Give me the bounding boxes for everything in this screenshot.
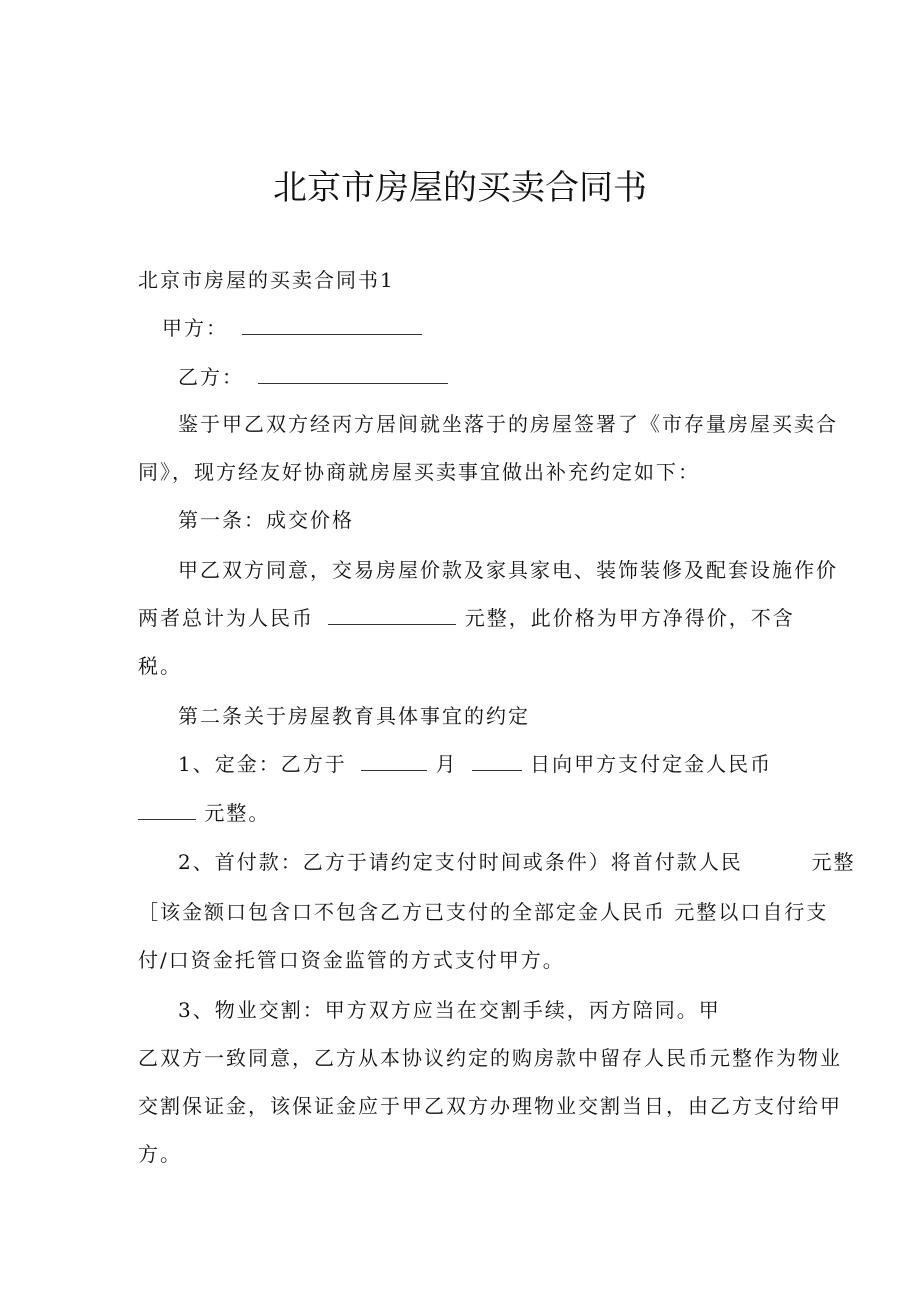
item1-amount-suffix: 元整。 xyxy=(204,801,271,825)
item1-day-label: 日向甲方支付定金人民币 xyxy=(530,752,773,776)
article1-price-label: 两者总计为人民币 xyxy=(138,606,314,630)
party-a-label: 甲方： xyxy=(162,316,228,340)
party-b-blank xyxy=(258,365,448,384)
article2-heading: 第二条关于房屋教育具体事宜的约定 xyxy=(178,704,530,728)
item1-month-label: 月 xyxy=(435,752,458,776)
month-blank xyxy=(361,752,427,771)
day-blank xyxy=(472,752,522,771)
item2-amount-suffix: 元整 xyxy=(811,850,856,874)
article1-price-suffix: 元整，此价格为甲方净得价，不含 xyxy=(464,606,795,630)
item2-line2: ［该金额口包含口不包含乙方已支付的全部定金人民币 元整以口自行支 xyxy=(138,900,829,924)
party-a-line xyxy=(162,314,422,342)
party-a-blank xyxy=(242,316,422,335)
item1-deposit-label: 1、定金：乙方于 xyxy=(178,752,347,776)
para1-line2: 同》，现方经友好协商就房屋买卖事宜做出补充约定如下： xyxy=(138,460,700,484)
article1-line1: 甲乙双方同意，交易房屋价款及家具家电、装饰装修及配套设施作价 xyxy=(178,558,838,582)
item3-line1: 3、物业交割：甲方双方应当在交割手续，丙方陪同。甲 xyxy=(178,998,721,1022)
price-blank xyxy=(328,606,456,625)
item2-line1 xyxy=(178,848,855,876)
deposit-amount-blank xyxy=(138,801,196,820)
item2-line3: 付/口资金托管口资金监管的方式支付甲方。 xyxy=(138,948,565,972)
page-title: 北京市房屋的买卖合同书 xyxy=(273,168,647,208)
subtitle: 北京市房屋的买卖合同书1 xyxy=(138,268,395,292)
party-b-line xyxy=(178,363,448,391)
item3-line3: 交割保证金，该保证金应于甲乙双方办理物业交割当日，由乙方支付给甲 xyxy=(138,1094,842,1118)
item1-line2 xyxy=(138,799,270,827)
item3-line2: 乙双方一致同意，乙方从本协议约定的购房款中留存人民币元整作为物业 xyxy=(138,1046,842,1070)
article1-line2 xyxy=(138,604,795,632)
item2-downpayment-text: 2、首付款：乙方于请约定支付时间或条件）将首付款人民 xyxy=(178,850,743,874)
para1-line1: 鉴于甲乙双方经丙方居间就坐落于的房屋签署了《市存量房屋买卖合 xyxy=(178,412,838,436)
article1-heading: 第一条：成交价格 xyxy=(178,508,354,532)
article1-line3: 税。 xyxy=(138,654,182,678)
item3-line4: 方。 xyxy=(138,1142,182,1166)
party-b-label: 乙方： xyxy=(178,365,244,389)
item1-line1 xyxy=(178,750,772,778)
